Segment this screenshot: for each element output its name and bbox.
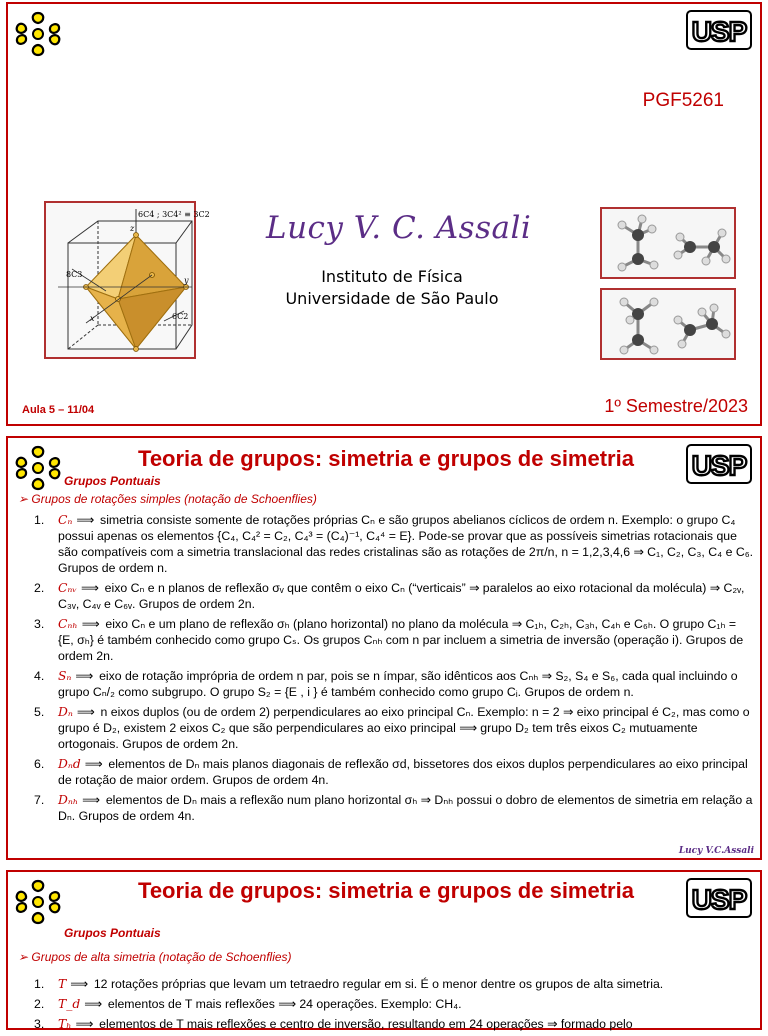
institute-line: Instituto de Física [321, 267, 463, 286]
slide-title: Teoria de grupos: simetria e grupos de simetria [138, 446, 634, 471]
list-item: 6. Dₙd ⟹ elementos de Dₙ mais planos diagonais de reflexão σd, bissetores dos eixos duplos perpendiculares ao eixo principal de rotação de maior ordem. Grupos de ordem 4n. [34, 757, 748, 787]
lecture-date: Aula 5 – 11/04 [22, 404, 95, 416]
octahedron-diagram [46, 203, 210, 357]
group-list [20, 976, 754, 1036]
octahedron-figure [44, 201, 210, 359]
list-item: 2. Cₙᵥ ⟹ eixo Cₙ e n planos de reflexão σᵥ que contêm o eixo Cₙ (“verticais” ⇒ paralelos ao eixo rotacional da molécula) ⇒ C₂ᵥ, C₃ᵥ, C₄ᵥ e C₆ᵥ. Grupos de ordem 2n. [34, 581, 745, 611]
figure-label-left: 8C3 [66, 270, 83, 279]
author-signature: Lucy V.C.Assali [678, 846, 754, 856]
ethane-molecule-icon [602, 209, 734, 277]
list-item: 5. Dₙ ⟹ n eixos duplos (ou de ordem 2) perpendiculares ao eixo principal Cₙ. Exemplo: n = 2 ⇒ eixo principal é C₂, mas como o grupo é D₂, existem 2 eixos C₂ que são perpendiculares ao eixo principal ⟹ grupo D₂ tem três eixos C₂ mutuamente ortogonais. Grupos de ordem 2n. [34, 705, 750, 751]
bullet-heading: ➢ Grupos de alta simetria (notação de Schoenflies) [18, 950, 292, 964]
usp-logo-icon [686, 10, 752, 50]
course-code: PGF5261 [642, 90, 724, 111]
list-item: 3. Cₙₕ ⟹ eixo Cₙ e um plano de reflexão σₕ (plano horizontal) no plano da molécula ⇒ C₁ₕ, C₂ₕ, C₃ₕ, C₄ₕ e C₆ₕ. O grupo C₁ₕ = {E, σₕ} é também conhecido como grupo Cₛ. Os grupos Cₙₕ com n par incluem a simetria de inversão (operação i). Grupos de ordem 2n. [34, 617, 744, 663]
institution [272, 266, 512, 310]
axis-z-label: z [130, 224, 135, 233]
list-item: 2. T_d ⟹ elementos de T mais reflexões ⟹ 24 operações. Exemplo: CH₄. [34, 997, 462, 1011]
author-name: Lucy V. C. Assali [266, 210, 532, 246]
axis-y-label: y [184, 276, 189, 285]
list-item: 3. Tₕ ⟹ elementos de T mais reflexões e centro de inversão, resultando em 24 operações ⇒ formado pelo [34, 1017, 633, 1031]
molecule-image-staggered [600, 207, 736, 279]
list-item: 1. Cₙ ⟹ simetria consiste somente de rotações próprias Cₙ e são grupos abelianos cíclicos de ordem n. Exemplo: o grupo C₄ possui apenas os elementos {C₄, C₄² = C₂, C₄³ = (C₄)⁻¹, C₄⁴ = E}. Pode-se provar que as possíveis simetrias rotacionais que são compatíveis com a simetria translacional das redes cristalinas são as rotações de 2π/n, n = 1,2,3,4,6 ⇒ C₁, C₂, C₃, C₄ e C₆. Grupos de ordem n. [34, 513, 754, 575]
high-symmetry-groups-slide [6, 870, 762, 1030]
list-item: 4. Sₙ ⟹ eixo de rotação imprópria de ordem n par, pois se n ímpar, são idênticos aos Cₙₕ ⇒ S₂, S₄ e S₆, cada qual incluindo o grupo Cₙ/₂ como subgrupo. O grupo S₂ = {E , i } é também conhecido como grupo Cᵢ. Grupos de ordem n. [34, 669, 738, 699]
list-item: 1. T ⟹ 12 rotações próprias que levam um tetraedro regular em si. É o menor dentre os grupos de alta simetria. [34, 977, 664, 991]
slide-title: Teoria de grupos: simetria e grupos de simetria [138, 878, 634, 903]
title-slide [6, 2, 762, 426]
figure-label-top: 6C4 ; 3C4² ≡ 3C2 [138, 210, 210, 219]
axis-x-label: x [90, 314, 95, 323]
ethane-molecule-icon [602, 290, 734, 358]
ifusp-logo-icon [14, 10, 62, 58]
molecule-image-eclipsed [600, 288, 736, 360]
group-list [20, 512, 754, 828]
figure-label-right: 6C2 [172, 312, 189, 321]
university-line: Universidade de São Paulo [285, 289, 499, 308]
rotation-groups-slide [6, 436, 762, 860]
section-subtitle: Grupos Pontuais [64, 926, 161, 940]
list-item: 7. Dₙₕ ⟹ elementos de Dₙ mais a reflexão num plano horizontal σₕ ⇒ Dₙₕ possui o dobro de elementos de simetria em relação a Dₙ. Grupos de ordem 4n. [34, 793, 753, 823]
section-subtitle: Grupos Pontuais [64, 474, 161, 488]
bullet-heading: ➢ Grupos de rotações simples (notação de Schoenflies) [18, 492, 317, 506]
semester: 1º Semestre/2023 [604, 396, 748, 416]
